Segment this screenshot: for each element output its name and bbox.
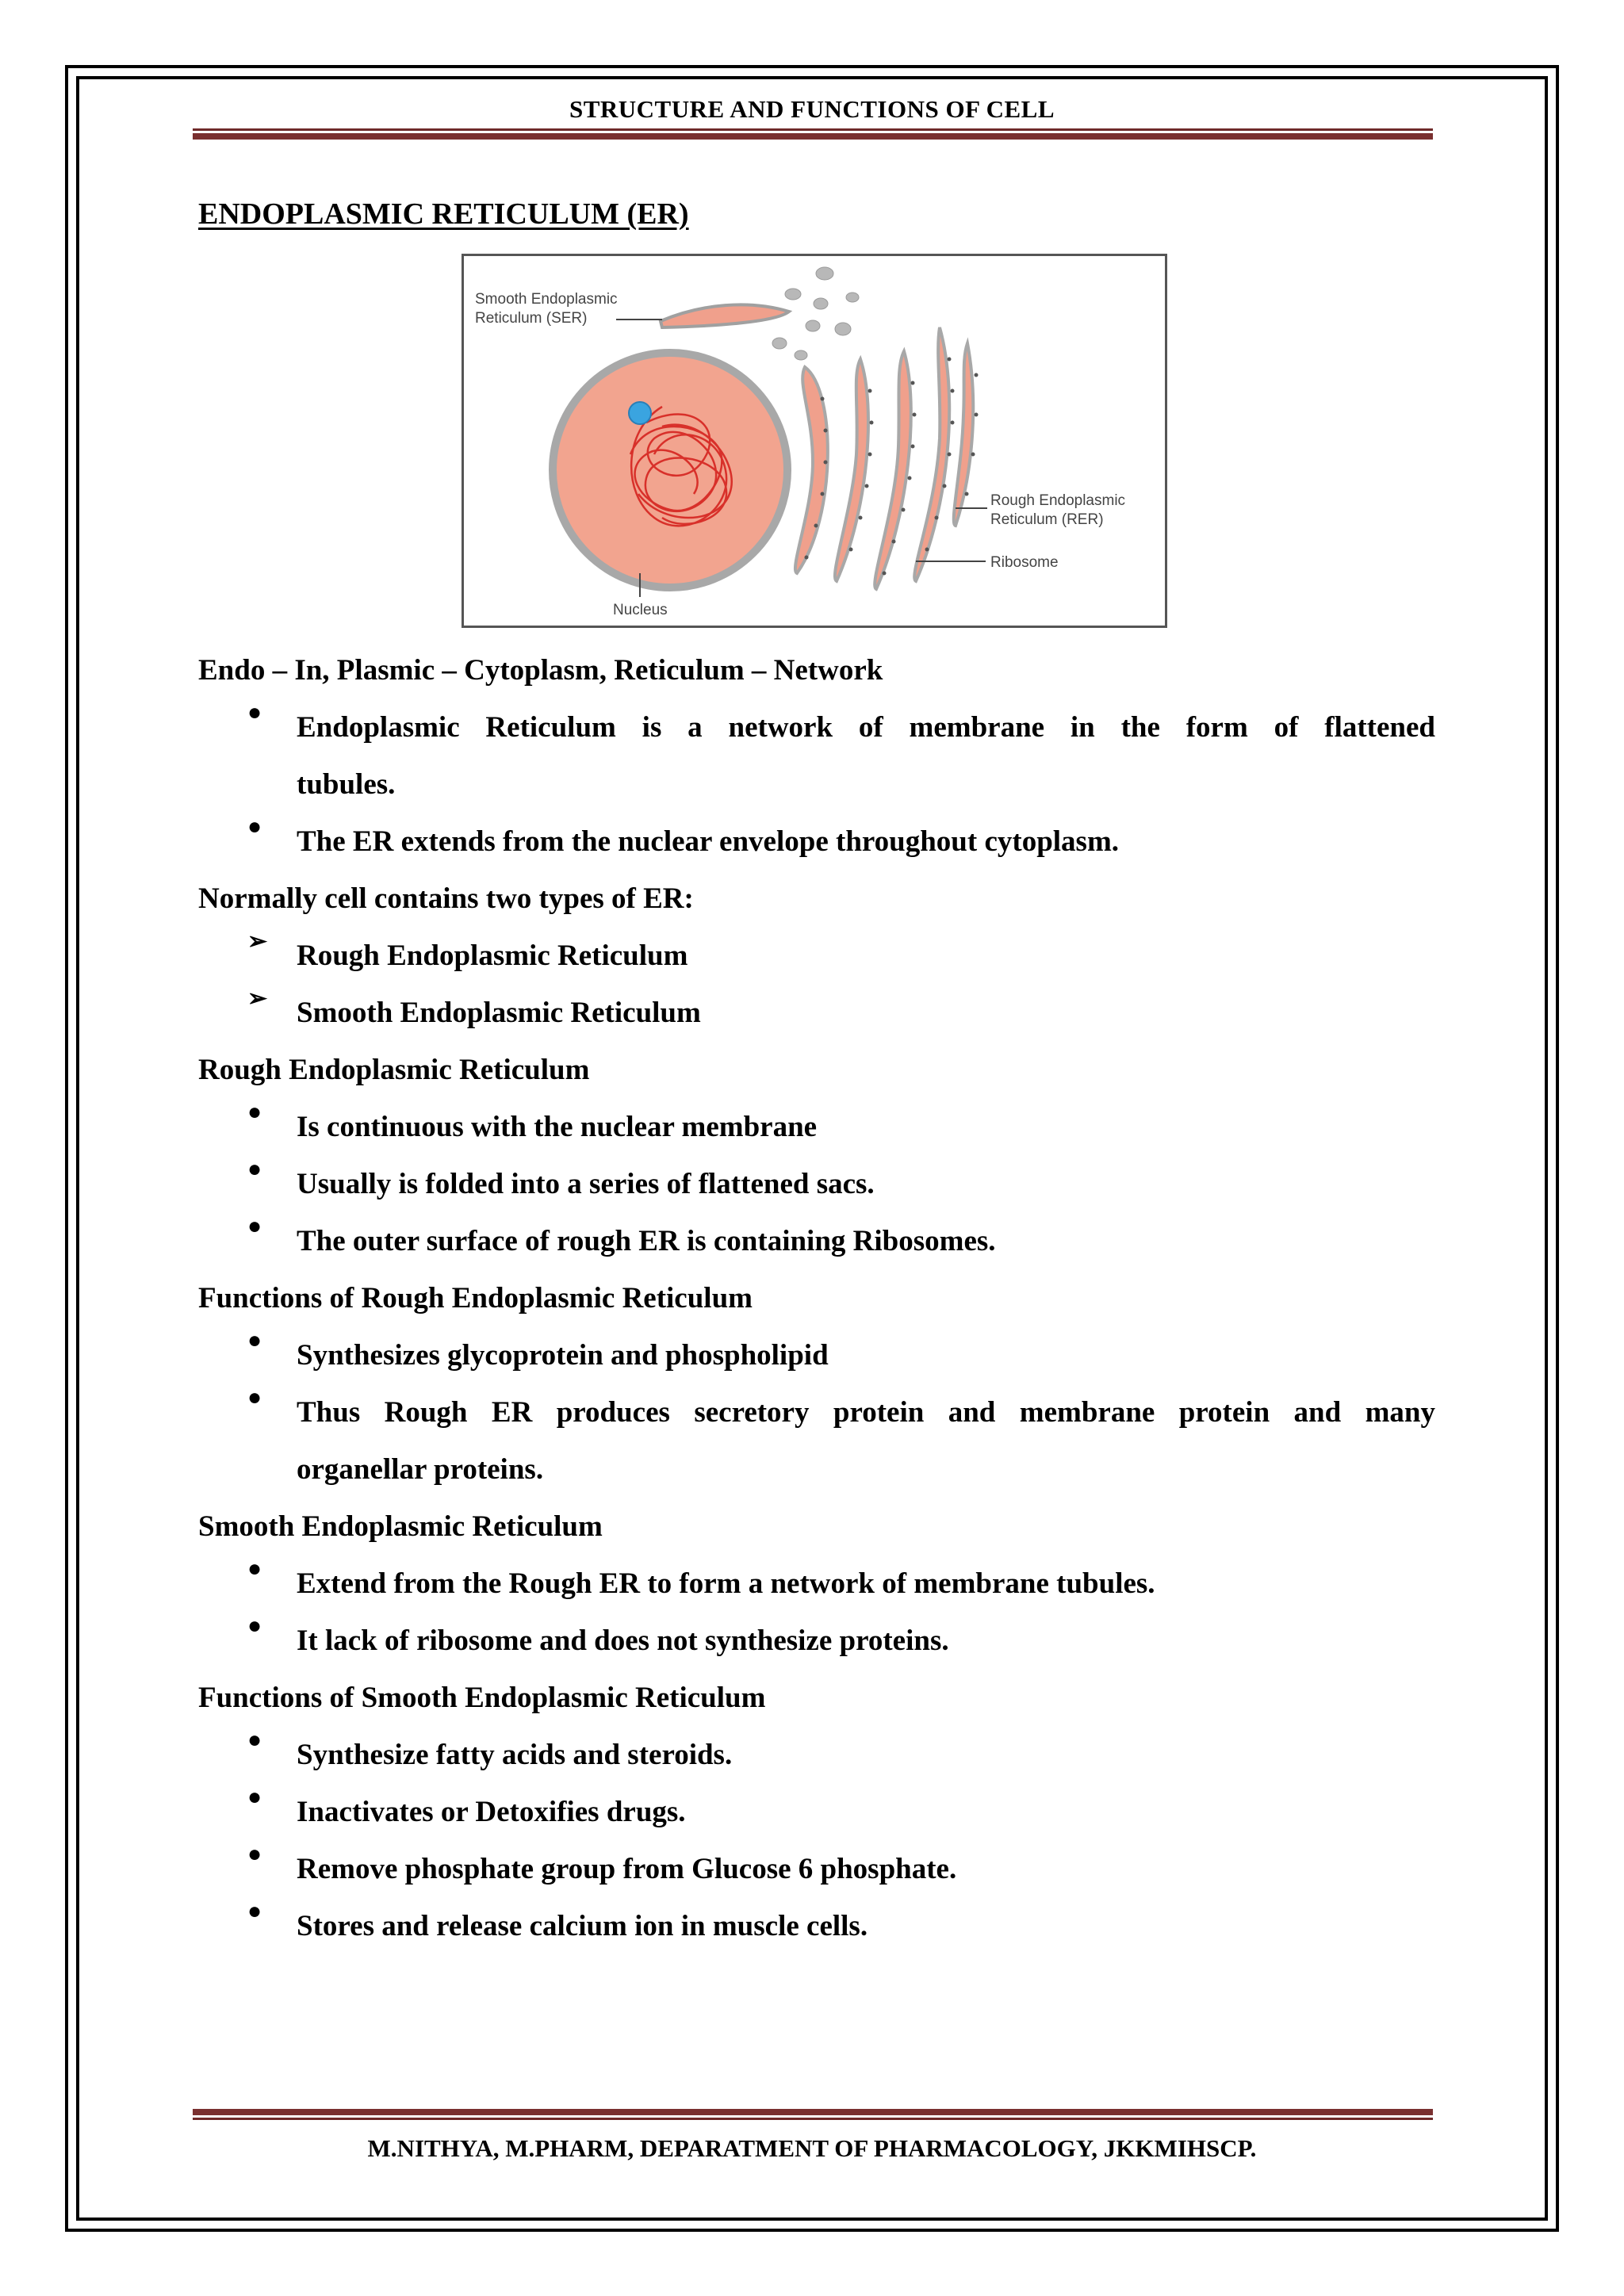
bullet-text: Remove phosphate group from Glucose 6 phosphate. <box>297 1853 957 1885</box>
bullet-icon: ● <box>247 1613 262 1639</box>
bullet-text: Stores and release calcium ion in muscle cells. <box>297 1910 868 1942</box>
smooth-er-item <box>198 1613 1435 1670</box>
smooth-er-function <box>198 1727 1435 1784</box>
label-rer-line1: Rough Endoplasmic <box>990 492 1126 509</box>
bullet-text-line1: Endoplasmic Reticulum is a network of membrane in the form of flattened <box>297 711 1435 744</box>
type-text: Smooth Endoplasmic Reticulum <box>297 997 701 1029</box>
smooth-er-heading: Smooth Endoplasmic Reticulum <box>198 1510 603 1543</box>
bullet-icon: ● <box>247 1784 262 1810</box>
smooth-er-item <box>198 1556 1435 1613</box>
bullet-icon: ● <box>247 1156 262 1182</box>
bullet-icon: ● <box>247 699 262 725</box>
bullet-icon: ● <box>247 1556 262 1582</box>
smooth-er-function <box>198 1784 1435 1841</box>
arrow-bullet-icon: ➢ <box>247 928 268 955</box>
bullet-icon: ● <box>247 1898 262 1924</box>
arrow-bullet-icon: ➢ <box>247 985 268 1012</box>
rough-er-functions-heading: Functions of Rough Endoplasmic Reticulum <box>198 1282 753 1314</box>
bullet-icon: ● <box>247 1099 262 1125</box>
bullet-icon: ● <box>247 813 262 840</box>
bullet-text: Usually is folded into a series of flattened sacs. <box>297 1168 875 1200</box>
bullet-text: Inactivates or Detoxifies drugs. <box>297 1796 686 1828</box>
label-ribosome: Ribosome <box>990 554 1059 571</box>
bullet-text: Synthesizes glycoprotein and phospholipid <box>297 1339 829 1372</box>
bullet-text-line1: Thus Rough ER produces secretory protein and membrane protein and many <box>297 1396 1435 1429</box>
bullet-icon: ● <box>247 1727 262 1753</box>
rer-cisternae <box>795 327 973 589</box>
intro-bullet <box>198 813 1435 871</box>
rough-er-item <box>198 1099 1435 1156</box>
smooth-er-function <box>198 1841 1435 1898</box>
rough-er-item <box>198 1156 1435 1213</box>
bullet-icon: ● <box>247 1327 262 1353</box>
bullet-icon: ● <box>247 1213 262 1239</box>
bullet-text: Is continuous with the nuclear membrane <box>297 1111 818 1143</box>
label-ser-line1: Smooth Endoplasmic <box>475 291 618 308</box>
bullet-text: The ER extends from the nuclear envelope throughout cytoplasm. <box>297 825 1120 858</box>
rough-er-function <box>198 1327 1435 1384</box>
bullet-text: The outer surface of rough ER is containing Ribosomes. <box>297 1225 996 1257</box>
running-footer: M.NITHYA, M.PHARM, DEPARATMENT OF PHARMACOLOGY, JKKMIHSCP. <box>367 2134 1257 2162</box>
smooth-er-functions-heading: Functions of Smooth Endoplasmic Reticulum <box>198 1682 766 1714</box>
label-nucleus: Nucleus <box>613 602 668 618</box>
page-title: ENDOPLASMIC RETICULUM (ER) <box>198 197 689 231</box>
type-item <box>198 928 1435 985</box>
type-item <box>198 985 1435 1042</box>
intro-bullet <box>198 699 1435 813</box>
smooth-er-function <box>198 1898 1435 1955</box>
nucleolus <box>629 402 651 424</box>
bullet-text-line2: tubules. <box>297 768 396 801</box>
header-rule <box>193 128 1433 140</box>
rough-er-function <box>198 1384 1435 1498</box>
rough-er-heading: Rough Endoplasmic Reticulum <box>198 1054 590 1086</box>
label-ser-line2: Reticulum (SER) <box>475 310 588 327</box>
nucleus <box>553 353 787 587</box>
bullet-text-line2: organellar proteins. <box>297 1453 544 1486</box>
bullet-icon: ● <box>247 1384 262 1410</box>
types-heading: Normally cell contains two types of ER: <box>198 882 694 915</box>
bullet-text: It lack of ribosome and does not synthesize proteins. <box>297 1624 949 1657</box>
body-content <box>198 642 1435 1955</box>
bullet-text: Synthesize fatty acids and steroids. <box>297 1739 733 1771</box>
footer-rule <box>193 2109 1433 2120</box>
type-text: Rough Endoplasmic Reticulum <box>297 939 688 972</box>
label-rer-line2: Reticulum (RER) <box>990 511 1104 528</box>
bullet-icon: ● <box>247 1841 262 1867</box>
er-diagram <box>462 254 1167 628</box>
running-header: STRUCTURE AND FUNCTIONS OF CELL <box>569 95 1055 123</box>
bullet-text: Extend from the Rough ER to form a network of membrane tubules. <box>297 1567 1155 1600</box>
rough-er-item <box>198 1213 1435 1270</box>
ser-tube <box>661 304 789 327</box>
intro-line: Endo – In, Plasmic – Cytoplasm, Reticulum – Network <box>198 654 883 687</box>
